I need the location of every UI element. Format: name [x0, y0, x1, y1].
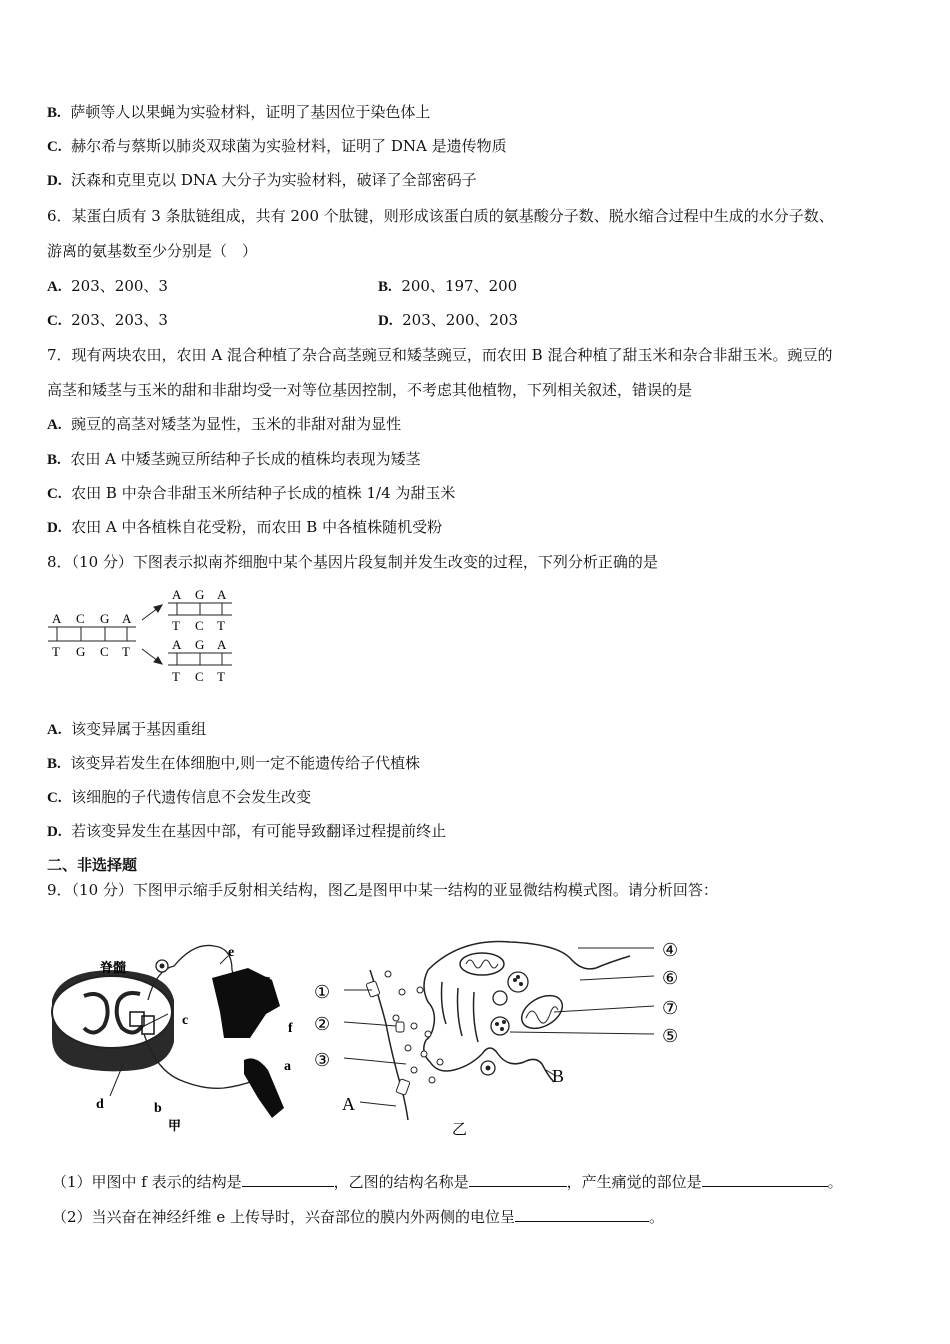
q7-stem-line1: 7．现有两块农田，农田 A 混合种植了杂合高茎豌豆和矮茎豌豆，而农田 B 混合种植了甜玉米和杂合非甜玉米。豌豆的: [47, 346, 833, 364]
q5-option-c: C. 赫尔希与蔡斯以肺炎双球菌为实验材料，证明了 DNA 是遗传物质: [47, 137, 507, 155]
q8-stem: 8．（10 分）下图表示拟南芥细胞中某个基因片段复制并发生改变的过程，下列分析正确的是: [47, 553, 658, 571]
answer-blank[interactable]: [242, 1172, 334, 1187]
q8-option-d: D. 若该变异发生在基因中部，有可能导致翻译过程提前终止: [47, 822, 447, 840]
q7-option-a: A. 豌豆的高茎对矮茎为显性，玉米的非甜对甜为显性: [47, 415, 402, 433]
label-circle-1: ①: [314, 982, 331, 1002]
answer-blank[interactable]: [469, 1172, 567, 1187]
base-label: A: [52, 611, 62, 626]
dna-daughter-strand-upper: [168, 587, 232, 633]
receptor: [396, 1079, 410, 1096]
q7-option-b: B. 农田 A 中矮茎豌豆所结种子长成的植株均表现为矮茎: [47, 450, 421, 468]
label-b: b: [154, 1101, 162, 1116]
base-label: G: [195, 587, 205, 602]
base-label: T: [172, 669, 180, 684]
base-label: A: [122, 611, 132, 626]
label-a: A: [342, 1094, 355, 1114]
figure-caption-jia: 甲: [168, 1118, 182, 1133]
dna-original-strand: [48, 611, 136, 659]
base-label: T: [172, 618, 180, 633]
q6-stem-line2: 游离的氨基数至少分别是（ ）: [47, 242, 258, 260]
dna-replication-figure: [44, 584, 244, 688]
label-f: f: [288, 1021, 293, 1036]
q6-option-b: B. 200、197、200: [378, 277, 518, 295]
label-circle-6: ⑥: [662, 968, 679, 988]
q6-stem-line1: 6．某蛋白质有 3 条肽链组成，共有 200 个肽键，则形成该蛋白质的氨基酸分子数、脱水缩合过程中生成的水分子数、: [47, 207, 834, 225]
q9-stem: 9．（10 分）下图甲示缩手反射相关结构，图乙是图甲中某一结构的亚显微结构模式图。请分析回答：: [47, 881, 718, 899]
base-label: G: [195, 637, 205, 652]
reflex-arc-figure: [44, 930, 306, 1140]
base-label: T: [217, 669, 225, 684]
base-label: A: [217, 637, 227, 652]
receptor: [366, 981, 380, 998]
label-circle-2: ②: [314, 1014, 331, 1034]
q8-option-a: A. 该变异属于基因重组: [47, 720, 207, 738]
label-circle-4: ④: [662, 940, 679, 960]
q5-option-b: B. 萨顿等人以果蝇为实验材料，证明了基因位于染色体上: [47, 103, 431, 121]
q8-option-b: B. 该变异若发生在体细胞中,则一定不能遗传给子代植株: [47, 754, 421, 772]
base-label: T: [122, 644, 130, 659]
q6-option-c: C. 203、203、3: [47, 311, 168, 329]
label-circle-5: ⑤: [662, 1026, 679, 1046]
q9-subquestion-1: （1）甲图中 f 表示的结构是 ，乙图的结构名称是 ，产生痛觉的部位是 。: [52, 1173, 843, 1191]
receptor: [396, 1022, 404, 1032]
synapse-figure: [310, 930, 710, 1140]
label-c: c: [182, 1013, 189, 1028]
section-heading: 二、非选择题: [47, 856, 138, 874]
arrow-icon: [142, 605, 162, 664]
spinal-cord-label: 脊髓: [100, 960, 127, 975]
base-label: T: [52, 644, 60, 659]
label-d: d: [96, 1097, 104, 1112]
label-circle-7: ⑦: [662, 998, 679, 1018]
base-label: C: [195, 618, 204, 633]
effector-muscle-a: [244, 1058, 284, 1118]
base-label: G: [100, 611, 110, 626]
base-label: C: [76, 611, 85, 626]
base-label: A: [217, 587, 227, 602]
mitochondrion: [460, 953, 504, 975]
label-circle-3: ③: [314, 1050, 331, 1070]
figure-caption-yi: 乙: [452, 1122, 468, 1138]
q6-option-a: A. 203、200、3: [47, 277, 168, 295]
q7-option-c: C. 农田 B 中杂合非甜玉米所结种子长成的植株 1/4 为甜玉米: [47, 484, 456, 502]
q6-option-d: D. 203、200、203: [378, 311, 519, 329]
q9-subquestion-2: （2）当兴奋在神经纤维 e 上传导时，兴奋部位的膜内外两侧的电位呈 。: [52, 1208, 664, 1226]
base-label: A: [172, 587, 182, 602]
label-b: B: [552, 1066, 565, 1086]
dna-daughter-strand-lower: [168, 637, 232, 684]
base-label: C: [195, 669, 204, 684]
answer-blank[interactable]: [515, 1207, 649, 1222]
q5-option-d: D. 沃森和克里克以 DNA 大分子为实验材料，破译了全部密码子: [47, 171, 477, 189]
q8-option-c: C. 该细胞的子代遗传信息不会发生改变: [47, 788, 312, 806]
answer-blank[interactable]: [702, 1172, 828, 1187]
q7-option-d: D. 农田 A 中各植株自花受粉，而农田 B 中各植株随机受粉: [47, 518, 443, 536]
base-label: C: [100, 644, 109, 659]
base-label: T: [217, 618, 225, 633]
label-a: a: [284, 1059, 291, 1074]
q7-stem-line2: 高茎和矮茎与玉米的甜和非甜均受一对等位基因控制，不考虑其他植物，下列相关叙述，错误的是: [47, 381, 693, 399]
base-label: G: [76, 644, 86, 659]
base-label: A: [172, 637, 182, 652]
label-e: e: [228, 945, 235, 960]
